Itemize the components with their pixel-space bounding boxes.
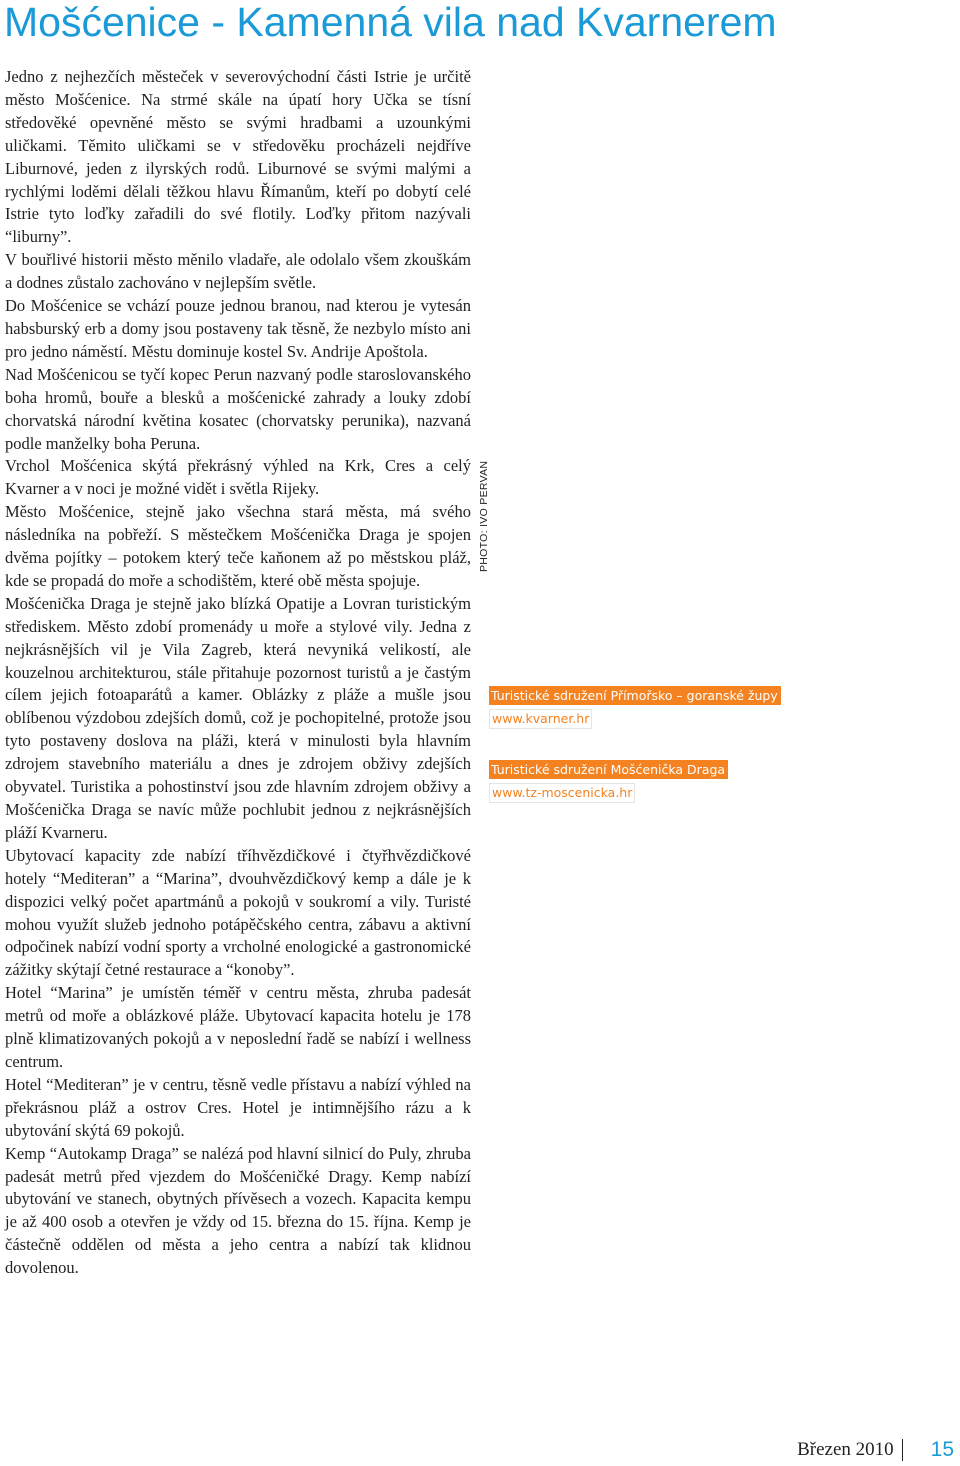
moscenicka-link[interactable]: www.tz-moscenicka.hr (489, 783, 635, 803)
photo-credit: PHOTO: IVO PERVAN (478, 460, 490, 572)
paragraph: Nad Mošćenicou se tyčí kopec Perun nazvaný podle staroslovanského boha hromů, bouře a blesků a mošćenické zahrady a louky zdobí chorvatská národní květina kosatec (chorvatsky perunika), nazvaná podle manželky boha Peruna. (5, 364, 471, 453)
tourist-board-label: Turistické sdružení Mošćenička Draga (489, 760, 728, 779)
paragraph: Hotel “Marina” je umístěn téměř v centru města, zhruba padesát metrů od moře a oblázkové pláže. Ubytovací kapacita hotelu je 178 plně klimatizovaných pokojů a v neposlední řadě se nabízí i wellness centrum. (5, 983, 471, 1071)
paragraph: Kemp “Autokamp Draga” se nalézá pod hlavní silnicí do Puly, zhruba padesát metrů před vjezdem do Mošćeničké Dragy. Kemp nabízí ubytování ve stanech, obytných přívěsech a vozech. Kapacita kempu je až 400 osob a otevřen je vždy od 15. března do 15. října. Kemp je částečně oddělen od města a jeho centra a nabízí tak klidnou dovolenou. (5, 1143, 471, 1278)
paragraph: Mošćenička Draga je stejně jako blízká Opatije a Lovran turistickým střediskem. Město zdobí promenády u moře a stylové vily. Jedna z nejkrásnějších vil je Vila Zagreb, která nevyniká velikostí, ale kouzelnou architekturou, stále přitahuje pozornost turistů a je častým cílem jejich fotoaparátů a kamer. Oblázky z pláže a mušle jsou oblíbenou výzdobou zdejších domů, což je pochopitelné, protože jsou tyto postaveny doslova na pláži, která v minulosti byla hlavním zdrojem stavebního materiálu a dnes je zdrojem obživy zdejších obyvatel. Turistika a pohostinství jsou zde hlavním zdrojem obživy a Mošćenička Draga se navíc může pochlubit jednou z nejkrásnějších pláží Kvarneru. (5, 593, 471, 842)
article-body (5, 66, 471, 1280)
footer-divider (902, 1439, 903, 1461)
paragraph: Hotel “Mediteran” je v centru, těsně vedle přístavu a nabízí výhled na překrásnou pláž a ostrov Cres. Hotel je intimnějšího rázu a k ubytování skýtá 69 pokojů. (5, 1074, 471, 1140)
paragraph: Do Mošćenice se vchází pouze jednou branou, nad kterou je vytesán habsburský erb a domy jsou postaveny tak těsně, že nezbylo místo ani pro jedno náměstí. Městu dominuje kostel Sv. Andrije Apoštola. (5, 296, 471, 361)
page-title: Mošćenice - Kamenná vila nad Kvarnerem (4, 0, 777, 45)
issue-date: Březen 2010 (797, 1439, 894, 1460)
paragraph: V bouřlivé historii město měnilo vladaře, ale odolalo všem zkouškám a dodnes zůstalo zachováno v nejlepším světle. (5, 250, 471, 293)
tourist-info-sidebar (489, 686, 781, 806)
paragraph: Vrchol Mošćenica skýtá překrásný výhled na Krk, Cres a celý Kvarner a v noci je možné vidět i světla Rijeky. (5, 456, 471, 499)
tourist-board-label: Turistické sdružení Přímořsko – goranské župy (489, 686, 781, 705)
paragraph: Ubytovací kapacity zde nabízí tříhvězdičkové i čtyřhvězdičkové hotely “Mediteran” a “Marina”, dvouhvězdičkový kemp a dále je k dispozici velký počet apartmánů a pokojů v soukromí a vily. Turisté mohou využít služeb jednoho potápěčského centra, zábavu a aktivní odpočinek nabízí vodní sporty a vrcholné enologické a gastronomické zážitky skýtají četné restaurace a “konoby”. (5, 845, 471, 980)
paragraph: Jedno z nejhezčích městeček v severovýchodní části Istrie je určitě město Mošćenice. Na strmé skále na úpatí hory Učka se tísní středověké opevněné město se svými hradbami a uzounkými uličkami. Těmito uličkami se v středověku procházeli nejdříve Liburnové, jeden z ilyrských rodů. Liburnové se svými malými a rychlými loděmi dělali těžkou hlavu Římanům, kteří po dobytí celé Istrie tyto loďky zařadili do své flotily. Loďky přitom nazývali “liburny”. (5, 67, 471, 247)
page-number: 15 (930, 1438, 954, 1461)
paragraph: Město Mošćenice, stejně jako všechna stará města, má svého následníka na pobřeží. S městečkem Mošćenička Draga je spojen dvěma pojítky – potokem který teče kaňonem až po městskou pláž, kde se propadá do moře a schodištěm, které obě města spojuje. (5, 502, 471, 590)
page-footer (797, 1438, 954, 1462)
kvarner-link[interactable]: www.kvarner.hr (489, 709, 592, 729)
